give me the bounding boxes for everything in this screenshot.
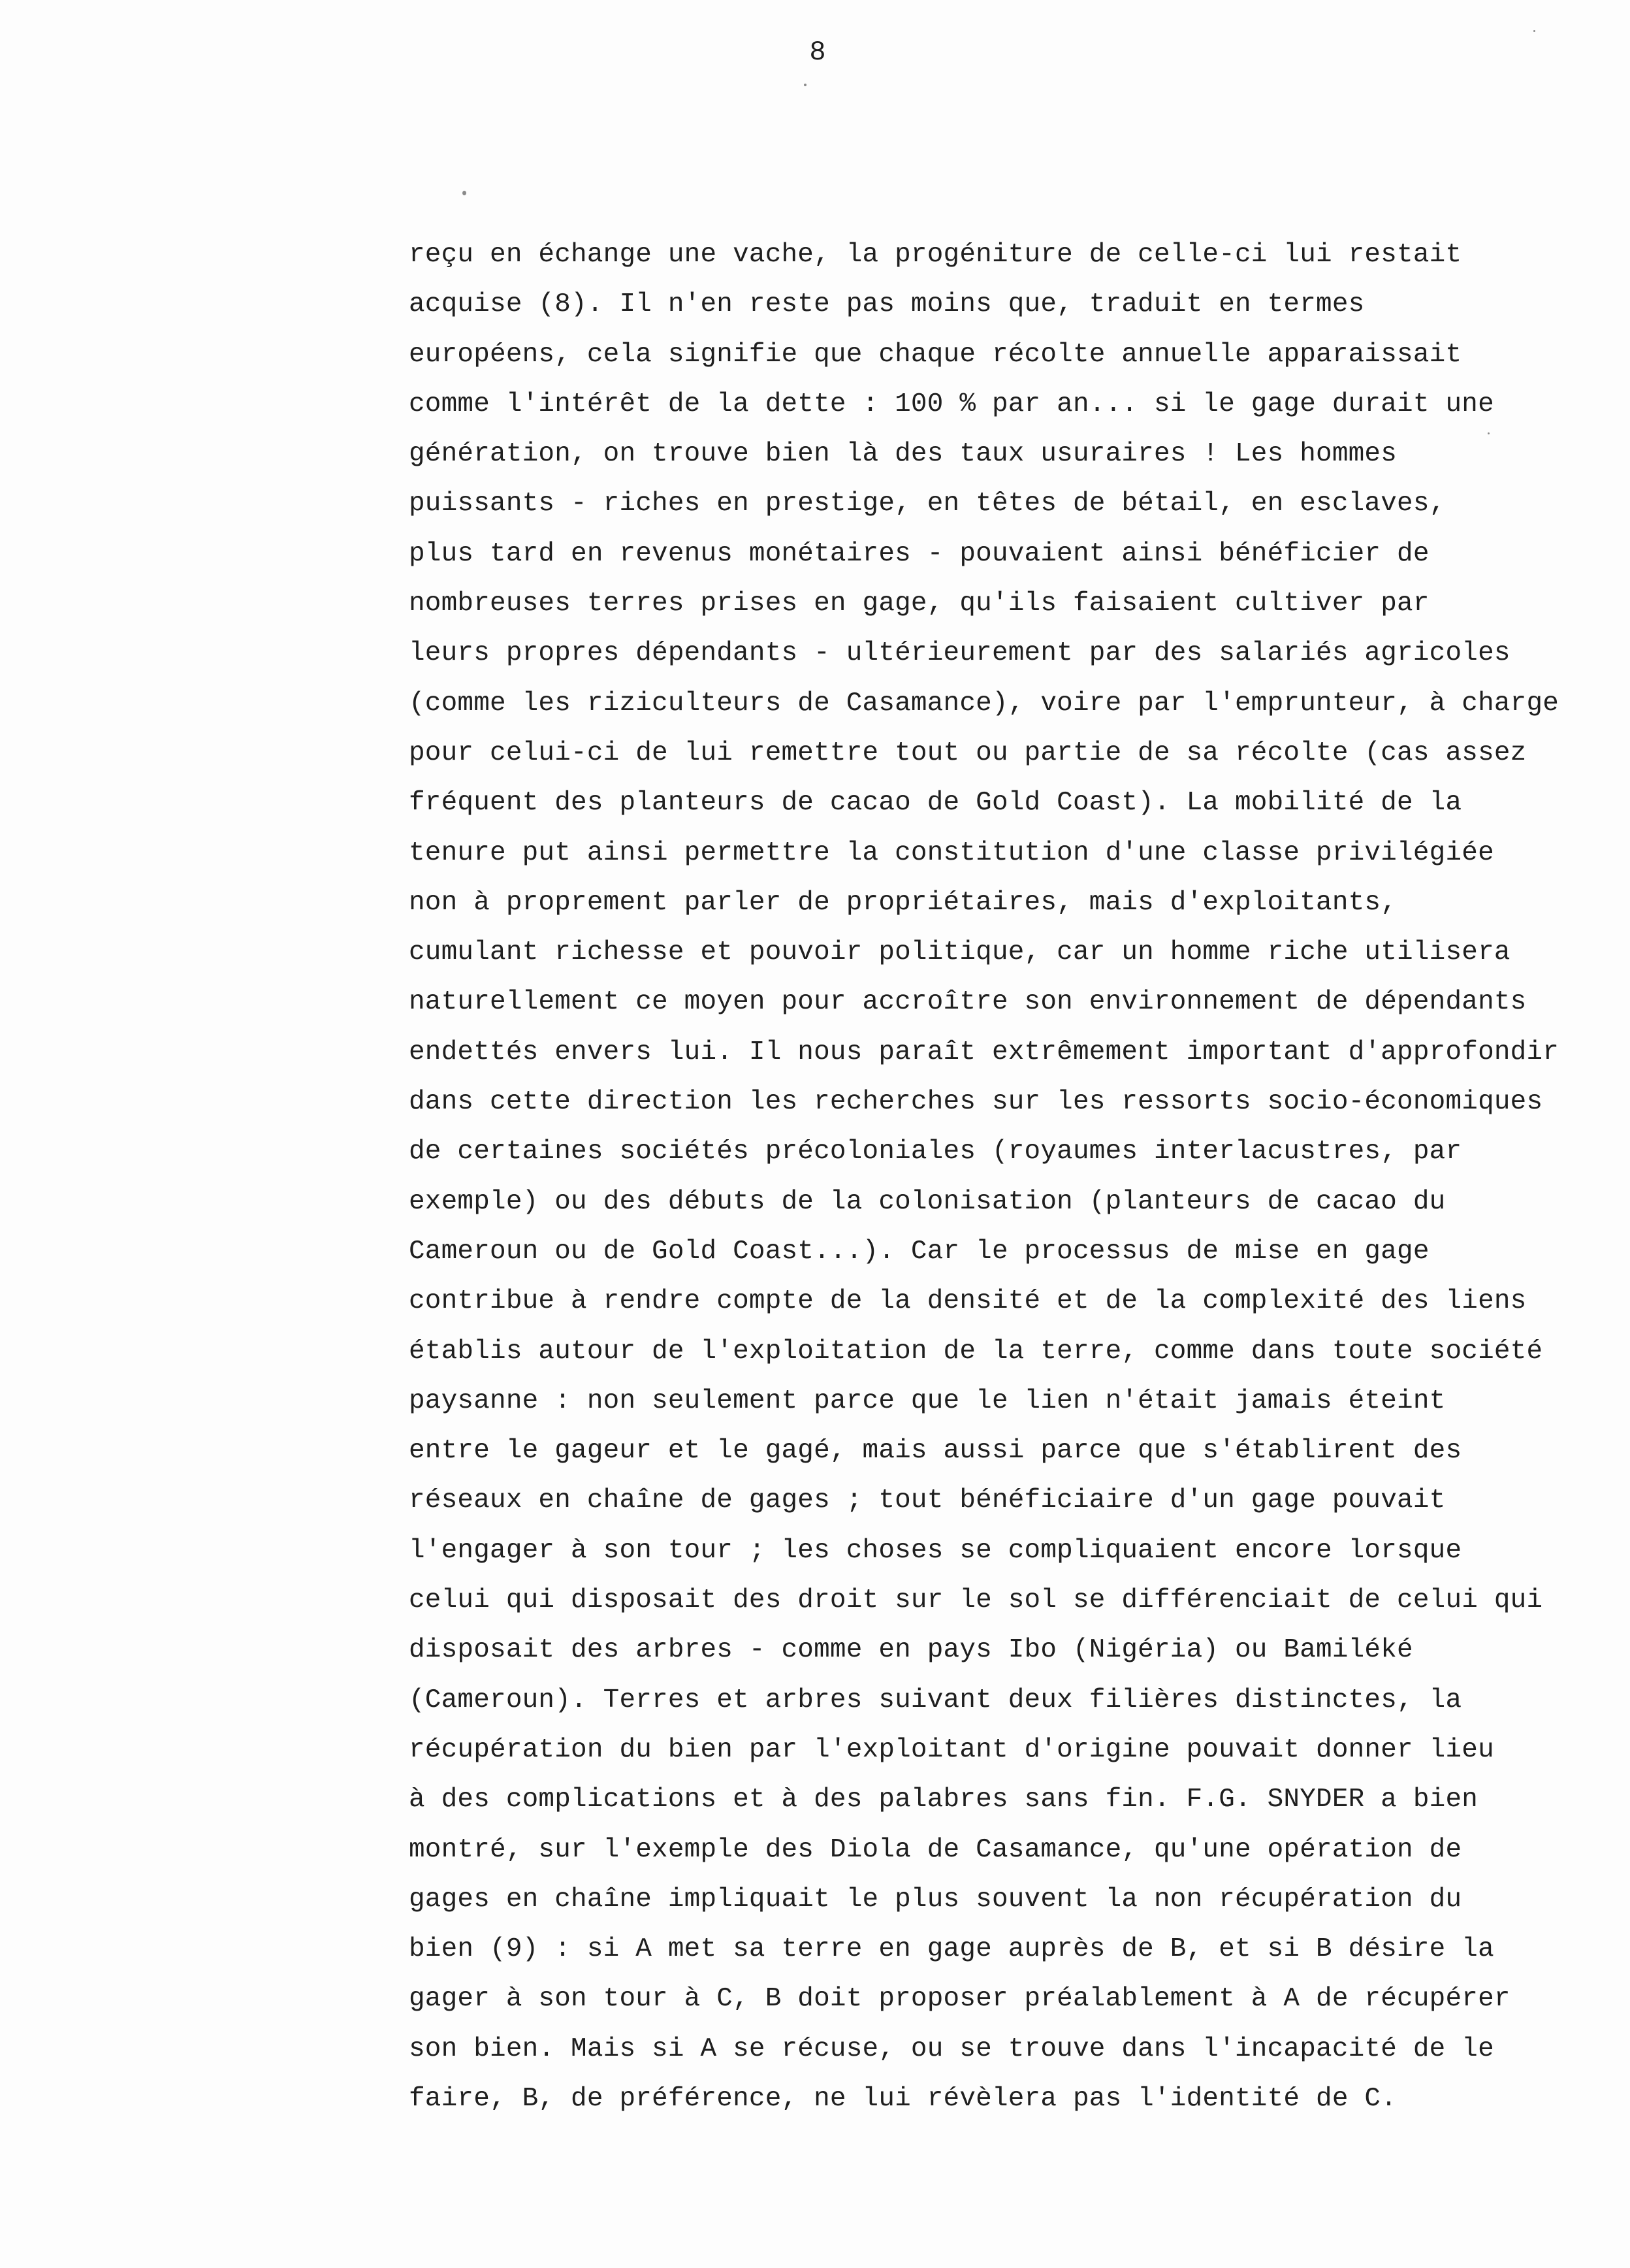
- text-line: nombreuses terres prises en gage, qu'ils faisaient cultiver par: [409, 589, 1430, 619]
- text-line: tenure put ainsi permettre la constitution d'une classe privilégiée: [409, 837, 1494, 868]
- text-line: reçu en échange une vache, la progéniture de celle-ci lui restait: [409, 240, 1462, 270]
- text-line: fréquent des planteurs de cacao de Gold Coast). La mobilité de la: [409, 788, 1462, 818]
- text-line: réseaux en chaîne de gages ; tout bénéficiaire d'un gage pouvait: [409, 1485, 1446, 1516]
- text-line: européens, cela signifie que chaque récolte annuelle apparaissait: [409, 339, 1462, 370]
- text-line: son bien. Mais si A se récuse, ou se trouve dans l'incapacité de le: [409, 2033, 1494, 2064]
- text-line: endettés envers lui. Il nous paraît extrêmement important d'approfondir: [409, 1037, 1559, 1067]
- text-line: de certaines sociétés précoloniales (royaumes interlacustres, par: [409, 1137, 1462, 1167]
- text-line: disposait des arbres - comme en pays Ibo (Nigéria) ou Bamiléké: [409, 1635, 1413, 1666]
- text-line: celui qui disposait des droit sur le sol se différenciait de celui qui: [409, 1585, 1543, 1616]
- text-line: naturellement ce moyen pour accroître son environnement de dépendants: [409, 987, 1527, 1018]
- text-line: non à proprement parler de propriétaires, mais d'exploitants,: [409, 887, 1398, 918]
- scan-speck: [462, 191, 466, 195]
- text-line: récupération du bien par l'exploitant d'origine pouvait donner lieu: [409, 1734, 1494, 1765]
- text-line: génération, on trouve bien là des taux usuraires ! Les hommes: [409, 439, 1398, 470]
- text-line: dans cette direction les recherches sur les ressorts socio-économiques: [409, 1087, 1543, 1118]
- text-line: Cameroun ou de Gold Coast...). Car le processus de mise en gage: [409, 1236, 1430, 1267]
- text-line: pour celui-ci de lui remettre tout ou partie de sa récolte (cas assez: [409, 737, 1527, 768]
- text-line: cumulant richesse et pouvoir politique, car un homme riche utilisera: [409, 937, 1510, 968]
- text-line: plus tard en revenus monétaires - pouvaient ainsi bénéficier de: [409, 538, 1430, 569]
- text-line: exemple) ou des débuts de la colonisation (planteurs de cacao du: [409, 1186, 1446, 1217]
- scan-speck: [804, 84, 807, 86]
- text-line: faire, B, de préférence, ne lui révèlera pas l'identité de C.: [409, 2083, 1398, 2114]
- text-line: gager à son tour à C, B doit proposer préalablement à A de récupérer: [409, 1984, 1510, 2015]
- text-line: à des complications et à des palabres sans fin. F.G. SNYDER a bien: [409, 1785, 1478, 1815]
- body-text: [409, 230, 1597, 2124]
- text-line: entre le gageur et le gagé, mais aussi parce que s'établirent des: [409, 1436, 1462, 1466]
- text-line: bien (9) : si A met sa terre en gage auprès de B, et si B désire la: [409, 1934, 1494, 1965]
- text-line: comme l'intérêt de la dette : 100 % par an... si le gage durait une: [409, 389, 1494, 419]
- page-number: 8: [809, 37, 826, 68]
- text-line: l'engager à son tour ; les choses se compliquaient encore lorsque: [409, 1535, 1462, 1566]
- text-line: leurs propres dépendants - ultérieurement par des salariés agricoles: [409, 638, 1510, 669]
- text-line: acquise (8). Il n'en reste pas moins que, traduit en termes: [409, 289, 1365, 320]
- text-line: (comme les riziculteurs de Casamance), voire par l'emprunteur, à charge: [409, 688, 1559, 719]
- text-line: montré, sur l'exemple des Diola de Casamance, qu'une opération de: [409, 1834, 1462, 1865]
- text-line: gages en chaîne impliquait le plus souvent la non récupération du: [409, 1884, 1462, 1915]
- text-line: contribue à rendre compte de la densité et de la complexité des liens: [409, 1286, 1527, 1317]
- text-line: établis autour de l'exploitation de la terre, comme dans toute société: [409, 1336, 1543, 1367]
- text-line: (Cameroun). Terres et arbres suivant deux filières distinctes, la: [409, 1685, 1462, 1715]
- scan-speck: [1533, 30, 1535, 32]
- text-line: paysanne : non seulement parce que le lien n'était jamais éteint: [409, 1385, 1446, 1416]
- text-line: puissants - riches en prestige, en têtes de bétail, en esclaves,: [409, 489, 1446, 519]
